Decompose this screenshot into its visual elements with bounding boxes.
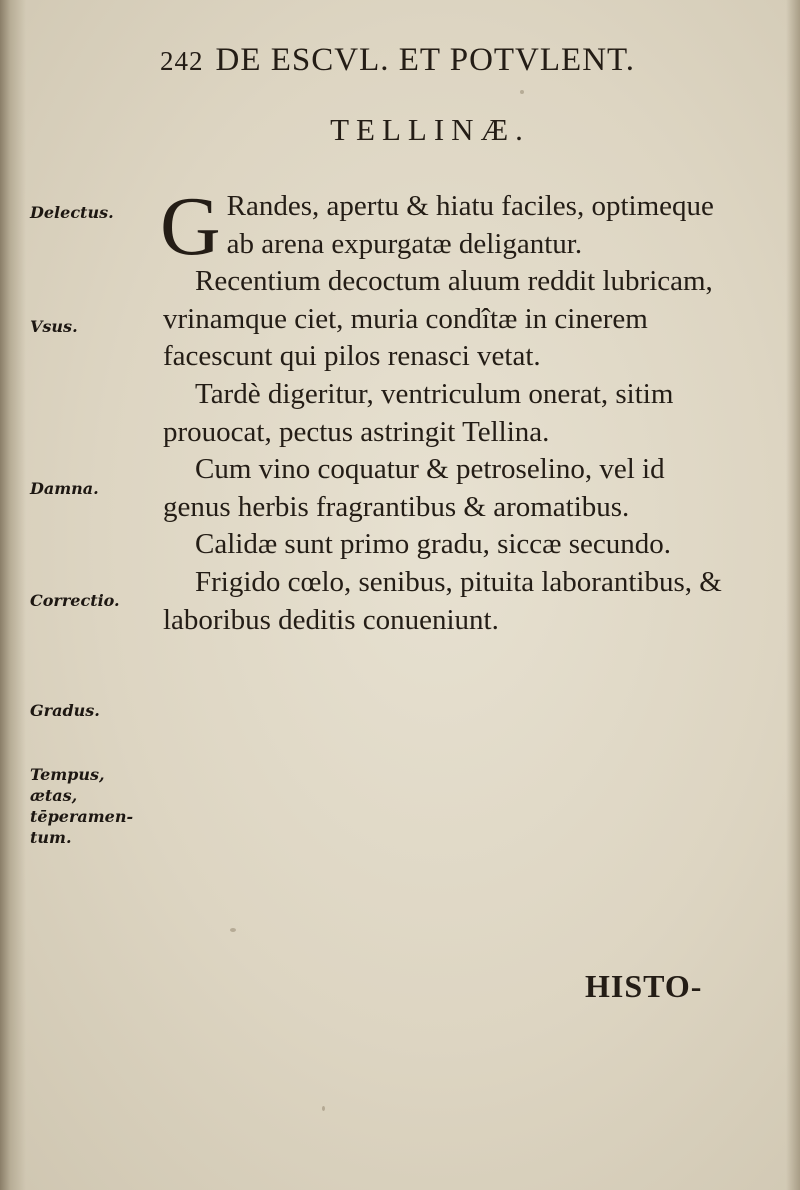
running-header (160, 42, 720, 79)
paper-blemish (520, 90, 524, 94)
margin-note-usus: Vsus. (30, 317, 78, 336)
paper-blemish (230, 928, 236, 932)
paragraph-gradus: Calidæ sunt primo gradu, siccæ secundo. (195, 528, 672, 561)
margin-note-delectus: Delectus. (30, 203, 114, 222)
paper-blemish (322, 1106, 325, 1111)
margin-note-damna: Damna. (30, 479, 99, 498)
paragraph-correctio: Cum vino coquatur & petroselino, vel id genus herbis fragrantibus & aromatibus. (163, 453, 665, 523)
margin-note-tempus: Tempus, ætas, tēperamen- tum. (30, 765, 134, 847)
drop-cap: G (160, 180, 221, 273)
paragraph-usus: Recentium decoctum aluum reddit lubricam, vrinamque ciet, muria condîtæ in cinerem facescunt qui pilos renasci vetat. (163, 265, 713, 373)
paragraph-delectus (160, 180, 723, 273)
paragraph-tempus: Frigido cœlo, senibus, pituita laborantibus, & laboribus deditis conueniunt. (163, 565, 722, 636)
paragraph-damna: Tardè digeritur, ventriculum onerat, sitim prouocat, pectus astringit Tellina. (163, 377, 674, 448)
margin-note-correctio: Correctio. (30, 591, 120, 610)
catchword: HISTO- (585, 968, 703, 1004)
section-title: TELLINÆ. (330, 112, 530, 147)
margin-note-gradus: Gradus. (30, 701, 100, 720)
page-number: 242 (160, 46, 204, 76)
body-text (160, 180, 723, 639)
paragraph-delectus-text: Randes, apertu & hiatu faciles, optimeque ab arena expurgatæ deligantur. (226, 190, 714, 260)
running-title: DE ESCVL. ET POTVLENT. (215, 42, 635, 78)
